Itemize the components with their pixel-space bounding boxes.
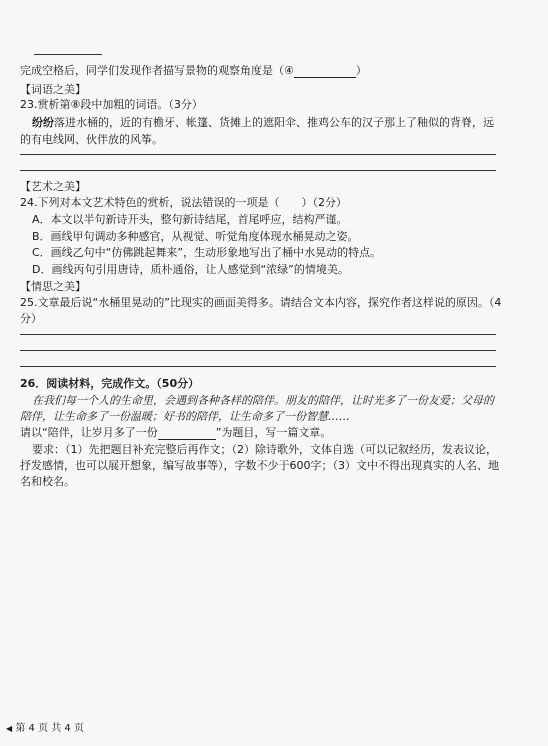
top-fill-text: 完成空格后，同学们发现作者描写景物的观察角度是（④ (20, 64, 294, 77)
top-fill-close: ） (355, 64, 367, 77)
q26-req-line2: 抒发感情，也可以展开想象，编写故事等），字数不少于600字；（3）文中不得出现真实的人名、地 (20, 459, 499, 472)
q24-option-a[interactable]: A．本文以半句新诗开头，整句新诗结尾，首尾呼应，结构严谨。 (32, 213, 348, 226)
q25-line1: 25.文章最后说“水桶里晃动的”比现实的画面美得多。请结合文本内容，探究作者这样说的原因。（4 (20, 296, 502, 309)
q26-prompt-pre: 请以“陪伴，让岁月多了一份 (20, 426, 158, 439)
section-heading-art: 【艺术之美】 (20, 180, 86, 193)
top-fill-blank[interactable] (294, 67, 356, 78)
q23-line1-text: 落进水桶的，近的有檐牙、帐篷、货摊上的遮阳伞、推鸡公车的汉子那上了釉似的背脊，远 (54, 116, 494, 129)
q26-req-line3: 名和校名。 (20, 475, 75, 488)
q26-req-line1: 要求：（1）先把题目补充完整后再作文；（2）除诗歌外，文体自选（可以记叙经历，发表议论， (32, 443, 497, 456)
q24-title: 24.下列对本文艺术特色的赏析，说法错误的一项是（ ）（2分） (20, 196, 347, 209)
q26-title-blank[interactable] (158, 429, 216, 440)
q24-option-d[interactable]: D．画线丙句引用唐诗，质朴通俗，让人感觉到“浓绿”的情境美。 (32, 263, 349, 276)
q26-title: 26．阅读材料，完成作文。（50分） (20, 377, 200, 390)
q26-material-line2: 陪伴，让生命多了一份温暖；好书的陪伴，让生命多了一份智慧…… (20, 410, 350, 423)
q23-answer-line-1[interactable] (20, 154, 496, 155)
q25-answer-line-2[interactable] (20, 350, 496, 351)
footer-mark-icon: ◀ (6, 724, 13, 733)
q24-option-c[interactable]: C．画线乙句中“仿佛跳起舞来”，生动形象地写出了桶中水晃动的特点。 (32, 246, 382, 259)
footer-page-number (6, 719, 84, 734)
top-stub-rule (34, 54, 102, 55)
q23-answer-line-2[interactable] (20, 170, 496, 171)
section-heading-words: 【词语之美】 (20, 83, 86, 96)
q23-passage-line1 (32, 114, 494, 130)
q26-prompt (20, 424, 331, 440)
section-heading-emotion: 【情思之美】 (20, 280, 86, 293)
q25-answer-line-1[interactable] (20, 334, 496, 335)
q26-prompt-post: ”为题目，写一篇文章。 (215, 426, 332, 439)
q23-passage-line2: 的有电线网、伙伴放的风筝。 (20, 133, 163, 146)
q25-line2: 分） (20, 312, 42, 325)
q23-bold-word: 纷纷 (32, 116, 54, 129)
q23-title: 23.赏析第⑧段中加粗的词语。（3分） (20, 98, 203, 111)
footer-page-text: 第 4 页 共 4 页 (15, 723, 84, 734)
q26-material-line1: 在我们每一个人的生命里，会遇到各种各样的陪伴。朋友的陪伴，让时光多了一份友爱；父母的 (32, 394, 494, 407)
q25-answer-line-3[interactable] (20, 366, 496, 367)
top-fill-question (20, 62, 367, 78)
q24-option-b[interactable]: B．画线甲句调动多种感官，从视觉、听觉角度体现水桶晃动之姿。 (32, 230, 359, 243)
